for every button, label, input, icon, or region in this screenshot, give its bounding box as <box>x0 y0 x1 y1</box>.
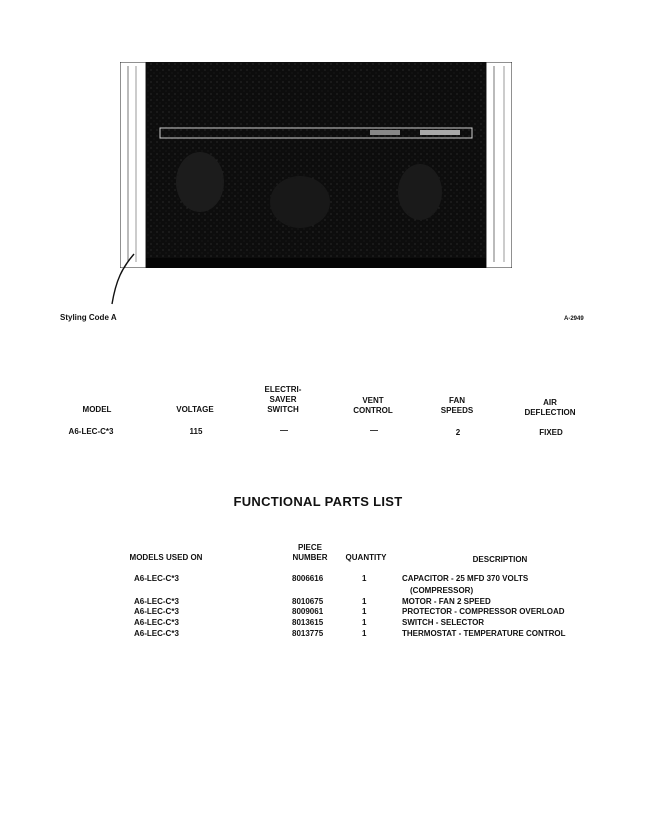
parts-header-description: DESCRIPTION <box>472 555 528 564</box>
parts-header-piece: PIECE NUMBER <box>292 543 328 562</box>
parts-desc: PROTECTOR - COMPRESSOR OVERLOAD <box>402 607 565 616</box>
parts-qty: 1 <box>362 597 367 606</box>
spec-fan: 2 <box>455 428 461 437</box>
parts-qty: 1 <box>362 618 367 627</box>
spec-air: FIXED <box>539 428 563 437</box>
parts-model: A6-LEC-C*3 <box>134 618 179 627</box>
parts-desc-continued: (COMPRESSOR) <box>410 586 474 595</box>
spec-header-vent: VENT CONTROL <box>353 396 393 415</box>
spec-header-electrisaver: ELECTRI- SAVER SWITCH <box>264 385 302 414</box>
spec-electrisaver: — <box>280 426 288 435</box>
parts-desc: THERMOSTAT - TEMPERATURE CONTROL <box>402 629 566 638</box>
spec-vent: — <box>370 426 378 435</box>
parts-list-title: FUNCTIONAL PARTS LIST <box>233 494 403 509</box>
parts-piece: 8013775 <box>292 629 324 638</box>
figure-number: A-2949 <box>564 316 584 322</box>
parts-row <box>0 607 656 618</box>
spec-model: A6-LEC-C*3 <box>68 427 114 436</box>
spec-voltage: 115 <box>189 427 203 436</box>
parts-piece: 8006616 <box>292 574 324 583</box>
parts-qty: 1 <box>362 574 367 583</box>
parts-row <box>0 574 656 585</box>
parts-desc: SWITCH - SELECTOR <box>402 618 485 627</box>
parts-header-models: MODELS USED ON <box>129 553 203 562</box>
spec-header-voltage: VOLTAGE <box>176 405 214 414</box>
parts-piece: 8010675 <box>292 597 324 606</box>
parts-model: A6-LEC-C*3 <box>134 597 179 606</box>
spec-header-fan: FAN SPEEDS <box>440 396 474 415</box>
spec-header-model: MODEL <box>82 405 112 414</box>
parts-desc: MOTOR - FAN 2 SPEED <box>402 597 491 606</box>
parts-qty: 1 <box>362 607 367 616</box>
styling-code-label: Styling Code A <box>60 313 117 322</box>
styling-code-pointer <box>100 250 140 310</box>
parts-desc: CAPACITOR - 25 MFD 370 VOLTS <box>402 574 529 583</box>
parts-piece: 8009061 <box>292 607 324 616</box>
parts-model: A6-LEC-C*3 <box>134 607 179 616</box>
parts-model: A6-LEC-C*3 <box>134 574 179 583</box>
parts-qty: 1 <box>362 629 367 638</box>
parts-piece: 8013615 <box>292 618 324 627</box>
parts-row <box>0 618 656 629</box>
parts-model: A6-LEC-C*3 <box>134 629 179 638</box>
parts-row <box>0 629 656 640</box>
parts-header-quantity: QUANTITY <box>345 553 387 562</box>
spec-header-air: AIR DEFLECTION <box>524 398 576 417</box>
air-conditioner-photo <box>120 62 512 268</box>
parts-row-continued <box>0 586 656 597</box>
